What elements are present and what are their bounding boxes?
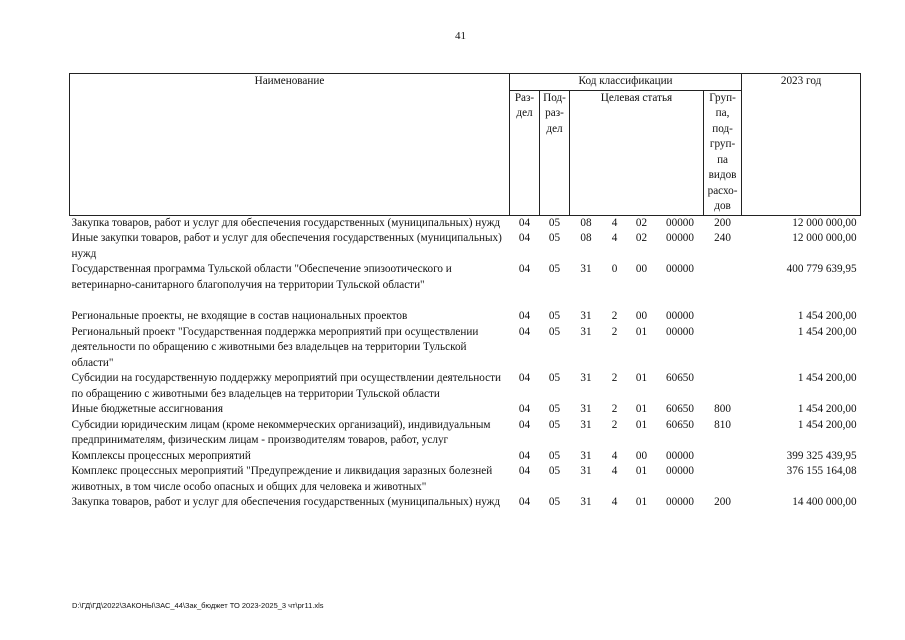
table-row (70, 325, 861, 372)
row-cs4: 00000 (666, 263, 694, 275)
table-row (70, 449, 861, 465)
row-name: Комплексы процессных мероприятий (71, 449, 251, 462)
row-name: Иные бюджетные ассигнования (71, 403, 223, 415)
row-cs3: 00 (635, 310, 648, 322)
row-pr: 05 (548, 403, 561, 415)
row-cs2: 4 (611, 232, 618, 244)
row-cs1: 31 (580, 372, 592, 384)
header-podrazdel-text: Под- раз- дел (543, 91, 566, 135)
row-pr: 05 (548, 216, 561, 229)
row-cs4: 00000 (666, 496, 694, 508)
row-amount: 1 454 200,00 (797, 418, 857, 431)
row-cs2: 0 (611, 263, 618, 275)
header-year: 2023 год (742, 74, 861, 216)
row-name: Комплекс процессных мероприятий "Предупреждение и ликвидация заразных болезней животных, в том числе особо опасных и общих для человека и животных" (71, 465, 493, 493)
row-rz: 04 (518, 403, 531, 415)
table-row (70, 371, 861, 402)
row-cs3: 01 (635, 372, 648, 384)
row-amount: 1 454 200,00 (797, 310, 857, 322)
row-cs4: 00000 (666, 465, 694, 477)
row-amount: 12 000 000,00 (792, 232, 857, 244)
row-cs3: 00 (635, 263, 648, 275)
row-name: Закупка товаров, работ и услуг для обеспечения государственных (муниципальных) нужд (71, 216, 501, 229)
row-cs1: 31 (580, 325, 592, 338)
row-name: Закупка товаров, работ и услуг для обеспечения государственных (муниципальных) нужд (71, 496, 501, 508)
row-cs3: 01 (635, 465, 648, 477)
row-rz: 04 (518, 310, 531, 322)
row-cs3: 01 (635, 496, 648, 508)
table-row (70, 262, 861, 309)
row-cs3: 02 (635, 216, 648, 229)
row-amount: 1 454 200,00 (797, 403, 857, 415)
header-razdel (510, 90, 540, 215)
row-vr: 200 (714, 496, 731, 508)
row-cs2: 2 (611, 310, 618, 322)
row-rz: 04 (518, 232, 531, 244)
row-amount: 14 400 000,00 (792, 496, 857, 508)
row-cs1: 31 (580, 310, 592, 322)
page-number: 41 (455, 30, 466, 42)
row-rz: 04 (518, 418, 531, 431)
row-vr: 240 (714, 232, 731, 244)
table-row (70, 464, 861, 495)
table-row (70, 495, 861, 511)
row-rz: 04 (518, 496, 531, 508)
row-cs4: 00000 (666, 449, 694, 462)
row-vr: 800 (714, 403, 731, 415)
row-pr: 05 (548, 232, 561, 244)
row-cs2: 2 (611, 403, 618, 415)
row-cs1: 31 (580, 449, 592, 462)
header-razdel-text: Раз- дел (514, 91, 535, 119)
table-row (70, 215, 861, 231)
row-vr (704, 309, 742, 325)
row-pr: 05 (548, 465, 561, 477)
footer-file-path: D:\ГД\ГД\2022\ЗАКОНЫ\ЗАС_44\Зак_бюджет ТО 2023-2025_3 чт\рг11.xls (72, 601, 324, 610)
row-rz: 04 (518, 449, 531, 462)
row-cs4: 00000 (666, 325, 694, 338)
header-classification: Код классификации (510, 74, 742, 91)
row-cs1: 31 (580, 418, 592, 431)
row-cs2: 2 (611, 325, 618, 338)
row-name: Государственная программа Тульской области "Обеспечение эпизоотического и ветеринарно-санитарного благополучия на территории Тульской области" (71, 263, 452, 291)
row-vr (704, 262, 742, 309)
row-name: Региональные проекты, не входящие в состав национальных проектов (71, 310, 408, 322)
row-pr: 05 (548, 263, 561, 275)
header-name: Наименование (70, 74, 510, 216)
table-row (70, 402, 861, 418)
row-cs1: 31 (580, 263, 592, 275)
row-pr: 05 (548, 325, 561, 338)
row-cs3: 00 (635, 449, 648, 462)
row-cs1: 08 (580, 216, 592, 229)
table-row (70, 231, 861, 262)
row-cs3: 02 (635, 232, 648, 244)
row-cs2: 4 (611, 449, 618, 462)
row-cs4: 00000 (666, 216, 694, 229)
row-cs1: 31 (580, 496, 592, 508)
row-cs4: 00000 (666, 310, 694, 322)
row-vr (704, 449, 742, 465)
row-cs4: 00000 (666, 232, 694, 244)
row-pr: 05 (548, 496, 561, 508)
row-pr: 05 (548, 449, 561, 462)
row-amount: 1 454 200,00 (797, 325, 857, 338)
row-cs2: 4 (611, 496, 618, 508)
header-podrazdel (540, 90, 570, 215)
row-rz: 04 (518, 216, 531, 229)
row-name: Субсидии на государственную поддержку мероприятий при осуществлении деятельности по обращению с животными без владельцев на территории Тульской области (71, 372, 501, 400)
row-cs3: 01 (635, 325, 648, 338)
row-amount: 376 155 164,08 (786, 465, 857, 477)
row-cs4: 60650 (666, 418, 694, 431)
row-amount: 1 454 200,00 (797, 372, 857, 384)
row-pr: 05 (548, 310, 561, 322)
row-cs2: 2 (611, 372, 618, 384)
row-amount: 400 779 639,95 (786, 263, 857, 275)
header-target-article: Целевая статья (570, 90, 704, 215)
row-pr: 05 (548, 418, 561, 431)
row-rz: 04 (518, 372, 531, 384)
row-cs1: 31 (580, 465, 592, 477)
row-vr: 200 (714, 216, 731, 229)
row-vr (704, 371, 742, 402)
row-cs1: 08 (580, 232, 592, 244)
header-group (704, 90, 742, 215)
row-vr (704, 325, 742, 372)
row-cs2: 2 (611, 418, 618, 431)
row-cs4: 60650 (666, 372, 694, 384)
row-name: Региональный проект "Государственная поддержка мероприятий при осуществлении деятельности по обращению с животными без владельцев на территории Тульской области" (71, 325, 479, 369)
budget-table (69, 73, 861, 511)
row-name: Субсидии юридическим лицам (кроме некоммерческих организаций), индивидуальным предпринимателям, физическим лицам - производителям товаров, работ, услуг (71, 418, 491, 446)
row-cs1: 31 (580, 403, 592, 415)
row-cs3: 01 (635, 418, 648, 431)
row-cs4: 60650 (666, 403, 694, 415)
row-rz: 04 (518, 325, 531, 338)
row-rz: 04 (518, 263, 531, 275)
row-cs2: 4 (611, 216, 618, 229)
row-name: Иные закупки товаров, работ и услуг для обеспечения государственных (муниципальных) нужд (71, 232, 502, 260)
row-cs2: 4 (611, 465, 618, 477)
row-amount: 12 000 000,00 (792, 216, 857, 229)
row-rz: 04 (518, 465, 531, 477)
row-cs3: 01 (635, 403, 648, 415)
row-vr (704, 464, 742, 495)
table-row (70, 418, 861, 449)
header-group-text: Груп- па, под- груп- па видов расхо- дов (707, 91, 738, 212)
row-amount: 399 325 439,95 (786, 449, 857, 462)
row-pr: 05 (548, 372, 561, 384)
row-vr: 810 (714, 418, 731, 431)
table-row (70, 309, 861, 325)
